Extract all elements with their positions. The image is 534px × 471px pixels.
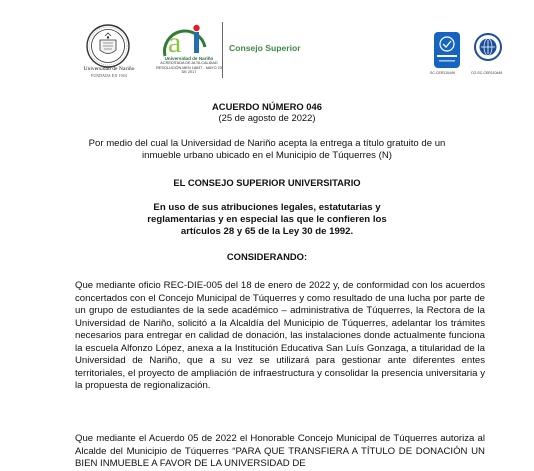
svg-text:a: a [168,26,182,59]
consejo-superior-label: Consejo Superior [229,43,301,53]
iqnet-certification-icon [474,31,502,69]
paragraph-1: Que mediante oficio REC-DIE-005 del 18 de enero de 2022 y, de conformidad con los acuerdos concertados con el Concejo Municipal de Túquerres y como resultado de una lucha por parte de un grupo de estudiantes de la sede académico – administrativa de Túquerres, la Rectora de la Universidad de Nariño, solicitó a la Alcaldía del Municipio de Túquerres, adelantar los trámites necesarios para entregar en calidad de donación, las instalaciones donde actualmente funciona la escuela Alfonzo López, anexa a la Institución Educativa San Luís Gonzaga, a titularidad de la Universidad de Nariño, que a su vez se utilizará para gestionar ante diferentes entes territoriales, el proyecto de ampliación de infraestructura y consolidar la presencia universitaria y la propuesta de regionalización. [75,280,485,391]
university-seal-icon [86,24,130,68]
ai-logo-caption: Universidad de Nariño ACREDITADA DE ALTA CALIDAD RESOLUCIÓN MEN 18837 - MAYO 23 DE 2017 [156,56,222,75]
letterhead [0,0,534,90]
council-title: EL CONSEJO SUPERIOR UNIVERSITARIO [173,177,361,188]
cert2-caption: CO-SC-CER110449 [471,71,503,75]
agreement-date: (25 de agosto de 2022) [218,112,316,123]
seal-caption: Universidad de Nariño FUNDADA EN 1904 [83,66,135,78]
legal-powers: En uso de sus atribuciones legales, estatutarias y reglamentarias y en especial las que le confieren los artículos 28 y 65 de la Ley 30 de 1992. [147,202,387,237]
icontec-certification-icon [433,31,461,69]
agreement-number: ACUERDO NÚMERO 046 [212,101,322,112]
agreement-summary: Por medio del cual la Universidad de Nariño acepta la entrega a título gratuito de un inmueble urbano ubicado en el Municipio de Túquerres (N) [88,138,446,161]
paragraph-2: Que mediante el Acuerdo 05 de 2022 el Honorable Concejo Municipal de Túquerres autoriza al Alcalde del Municipio de Túquerres “PARA QUE TRANSFIERA A TÍTULO DE DONACIÓN UN BIEN INMUEBLE A FAVOR DE LA UNIVERSIDAD DE [75,433,485,469]
header-divider [222,22,223,78]
considerando-heading: CONSIDERANDO: [226,251,308,262]
cert1-caption: SC-CER110449 [430,71,455,75]
